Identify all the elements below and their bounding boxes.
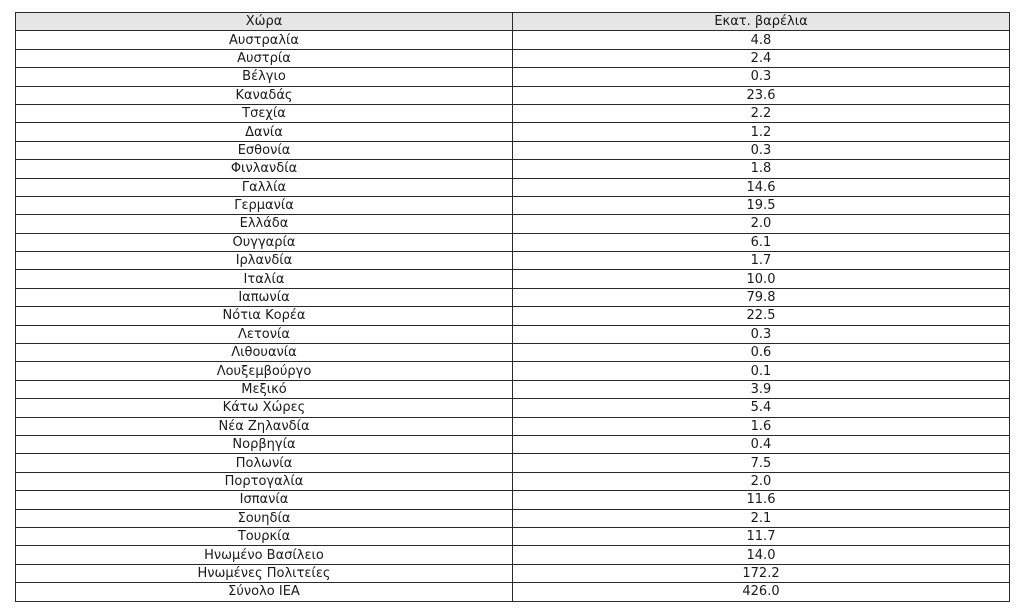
table-row (16, 380, 1010, 398)
barrels-cell: 11.6 (513, 491, 1010, 509)
table-row (16, 527, 1010, 545)
barrels-cell: 1.6 (513, 417, 1010, 435)
country-cell: Νότια Κορέα (16, 307, 513, 325)
country-cell: Αυστραλία (16, 31, 513, 49)
barrels-cell: 172.2 (513, 564, 1010, 582)
barrels-cell: 19.5 (513, 196, 1010, 214)
table-row (16, 417, 1010, 435)
column-header-country: Χώρα (16, 13, 513, 31)
table-row (16, 178, 1010, 196)
country-cell: Σουηδία (16, 509, 513, 527)
barrels-cell: 79.8 (513, 288, 1010, 306)
table-row (16, 196, 1010, 214)
barrels-cell: 3.9 (513, 380, 1010, 398)
table-row (16, 233, 1010, 251)
barrels-cell: 0.4 (513, 435, 1010, 453)
data-table (15, 12, 1010, 602)
country-cell: Γερμανία (16, 196, 513, 214)
table-row (16, 141, 1010, 159)
barrels-cell: 7.5 (513, 454, 1010, 472)
barrels-cell: 1.8 (513, 160, 1010, 178)
country-cell: Τουρκία (16, 527, 513, 545)
barrels-cell: 11.7 (513, 527, 1010, 545)
country-cell: Ιαπωνία (16, 288, 513, 306)
table-row (16, 325, 1010, 343)
table-row (16, 252, 1010, 270)
table-row (16, 491, 1010, 509)
country-cell: Πορτογαλία (16, 472, 513, 490)
table-row (16, 215, 1010, 233)
table-row (16, 270, 1010, 288)
barrels-cell: 10.0 (513, 270, 1010, 288)
barrels-cell: 14.6 (513, 178, 1010, 196)
table-body (16, 31, 1010, 601)
country-cell: Νορβηγία (16, 435, 513, 453)
country-cell: Βέλγιο (16, 68, 513, 86)
table-row (16, 68, 1010, 86)
country-cell: Ισπανία (16, 491, 513, 509)
table-row (16, 564, 1010, 582)
column-header-barrels: Εκατ. βαρέλια (513, 13, 1010, 31)
table-row (16, 546, 1010, 564)
country-cell: Λετονία (16, 325, 513, 343)
country-cell: Δανία (16, 123, 513, 141)
country-cell: Λιθουανία (16, 344, 513, 362)
table-row (16, 399, 1010, 417)
table-row (16, 362, 1010, 380)
country-cell: Ηνωμένο Βασίλειο (16, 546, 513, 564)
table-row (16, 160, 1010, 178)
country-cell: Σύνολο IEA (16, 583, 513, 601)
table-row (16, 123, 1010, 141)
barrels-cell: 4.8 (513, 31, 1010, 49)
barrels-cell: 2.0 (513, 472, 1010, 490)
barrels-cell: 1.2 (513, 123, 1010, 141)
barrels-cell: 2.4 (513, 49, 1010, 67)
table-row (16, 583, 1010, 601)
country-cell: Τσεχία (16, 104, 513, 122)
barrels-cell: 0.1 (513, 362, 1010, 380)
barrels-cell: 2.2 (513, 104, 1010, 122)
header-row (16, 13, 1010, 31)
barrels-cell: 0.3 (513, 68, 1010, 86)
barrels-cell: 0.6 (513, 344, 1010, 362)
table-row (16, 435, 1010, 453)
barrels-cell: 6.1 (513, 233, 1010, 251)
table-row (16, 307, 1010, 325)
table-row (16, 509, 1010, 527)
table-row (16, 49, 1010, 67)
country-cell: Ηνωμένες Πολιτείες (16, 564, 513, 582)
country-cell: Ιταλία (16, 270, 513, 288)
table-row (16, 31, 1010, 49)
barrels-cell: 426.0 (513, 583, 1010, 601)
country-cell: Αυστρία (16, 49, 513, 67)
barrels-cell: 1.7 (513, 252, 1010, 270)
country-cell: Μεξικό (16, 380, 513, 398)
table-row (16, 86, 1010, 104)
barrels-cell: 0.3 (513, 141, 1010, 159)
barrels-cell: 14.0 (513, 546, 1010, 564)
table-row (16, 454, 1010, 472)
barrels-cell: 2.1 (513, 509, 1010, 527)
barrels-cell: 2.0 (513, 215, 1010, 233)
table-row (16, 472, 1010, 490)
table-row (16, 344, 1010, 362)
barrels-cell: 5.4 (513, 399, 1010, 417)
table-row (16, 104, 1010, 122)
country-cell: Ελλάδα (16, 215, 513, 233)
country-cell: Πολωνία (16, 454, 513, 472)
country-cell: Γαλλία (16, 178, 513, 196)
country-cell: Λουξεμβούργο (16, 362, 513, 380)
country-cell: Φινλανδία (16, 160, 513, 178)
barrels-cell: 22.5 (513, 307, 1010, 325)
country-cell: Καναδάς (16, 86, 513, 104)
barrels-cell: 23.6 (513, 86, 1010, 104)
country-cell: Κάτω Χώρες (16, 399, 513, 417)
table-row (16, 288, 1010, 306)
country-cell: Εσθονία (16, 141, 513, 159)
country-cell: Ιρλανδία (16, 252, 513, 270)
country-cell: Ουγγαρία (16, 233, 513, 251)
country-cell: Νέα Ζηλανδία (16, 417, 513, 435)
barrels-cell: 0.3 (513, 325, 1010, 343)
